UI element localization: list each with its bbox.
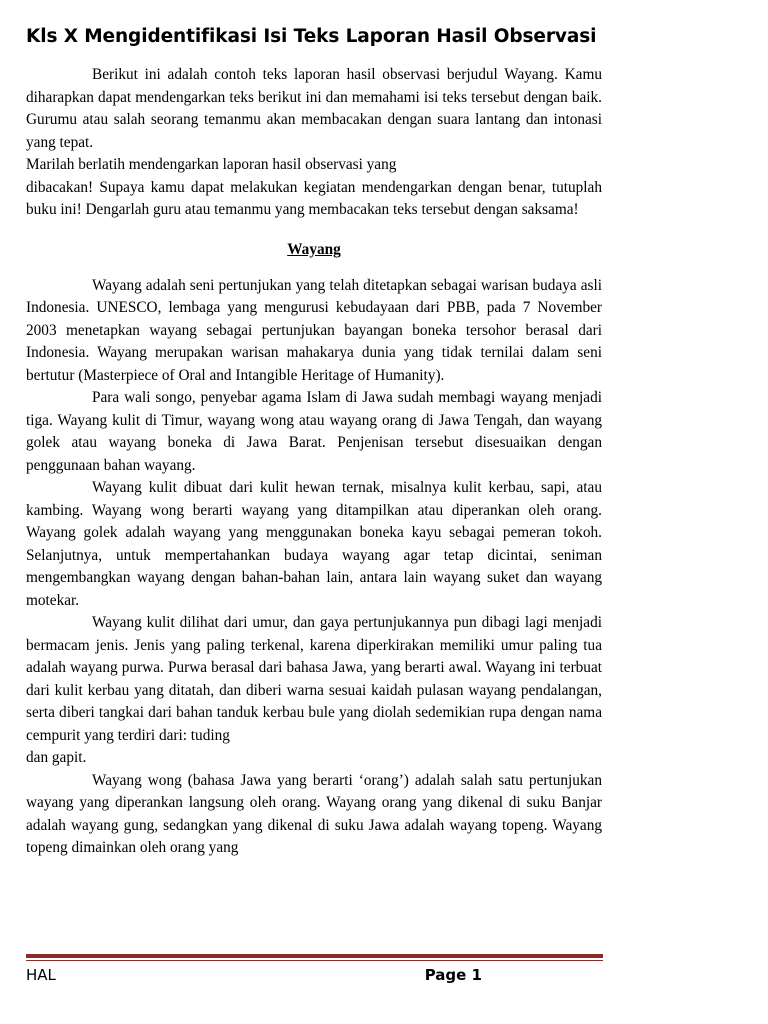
article-body — [26, 275, 602, 860]
body-paragraph: Para wali songo, penyebar agama Islam di Jawa sudah membagi wayang menjadi tiga. Wayang kulit di Timur, wayang wong atau wayang orang di Jawa Tengah, dan wayang golek atau wayang boneka di Jawa Barat. Penjenisan tersebut disesuaikan dengan penggunaan bahan wayang. — [26, 389, 602, 474]
document-title: Kls X Mengidentifikasi Isi Teks Laporan Hasil Observasi — [26, 26, 597, 47]
section-heading: Wayang — [287, 240, 341, 258]
intro-paragraph: dibacakan! Supaya kamu dapat melakukan kegiatan mendengarkan dengan benar, tutuplah buku ini! Dengarlah guru atau temanmu yang membacakan teks tersebut dengan saksama! — [26, 178, 602, 218]
intro-paragraph: Marilah berlatih mendengarkan laporan hasil observasi yang — [26, 156, 397, 173]
footer-label: HAL — [26, 966, 56, 984]
body-paragraph: Wayang adalah seni pertunjukan yang telah ditetapkan sebagai warisan budaya asli Indonesia. UNESCO, lembaga yang mengurusi kebudayaan dari PBB, pada 7 November 2003 menetapkan wayang sebagai pertunjukan bayangan boneka tersohor berasal dari Indonesia. Wayang merupakan warisan mahakarya dunia yang tidak ternilai dalam seni bertutur (Masterpiece of Oral and Intangible Heritage of Humanity). — [26, 276, 602, 384]
body-paragraph: dan gapit. — [26, 749, 87, 766]
body-paragraph: Wayang kulit dibuat dari kulit hewan ternak, misalnya kulit kerbau, sapi, atau kambing. Wayang wong berarti wayang yang ditampilkan atau diperankan oleh orang. Wayang golek adalah wayang yang menggunakan boneka kayu sebagai pemeran tokoh. Selanjutnya, untuk mempertahankan budaya wayang agar tetap dicintai, seniman mengembangkan wayang dengan bahan-bahan lain, antara lain wayang suket dan wayang motekar. — [26, 479, 602, 609]
footer-divider-thin — [26, 960, 603, 961]
intro-section — [26, 64, 602, 222]
body-paragraph: Wayang kulit dilihat dari umur, dan gaya pertunjukannya pun dibagi lagi menjadi bermacam jenis. Jenis yang paling terkenal, karena diperkirakan memiliki umur paling tua adalah wayang purwa. Purwa berasal dari bahasa Jawa, yang berarti awal. Wayang ini terbuat dari kulit kerbau yang ditatah, dan diberi warna sesuai kaidah pulasan wayang pendalangan, serta diberi tangkai dari bahan tanduk kerbau bule yang diolah sedemikian rupa dengan nama cempurit yang terdiri dari: tuding — [26, 614, 602, 744]
footer-divider-thick — [26, 954, 603, 958]
intro-paragraph: Berikut ini adalah contoh teks laporan hasil observasi berjudul Wayang. Kamu diharapkan dapat mendengarkan teks berikut ini dan memahami isi teks tersebut dengan baik. Gurumu atau salah seorang temanmu akan membacakan dengan suara lantang dan intonasi yang tepat. — [26, 66, 602, 151]
page-number: Page 1 — [424, 966, 482, 984]
footer-divider — [26, 954, 603, 961]
document-page — [26, 22, 602, 860]
body-paragraph: Wayang wong (bahasa Jawa yang berarti ‘orang’) adalah salah satu pertunjukan wayang yang diperankan langsung oleh orang. Wayang orang yang dikenal di suku Banjar adalah wayang gung, sedangkan yang dikenal di suku Jawa adalah wayang topeng. Wayang topeng dimainkan oleh orang yang — [26, 771, 602, 856]
